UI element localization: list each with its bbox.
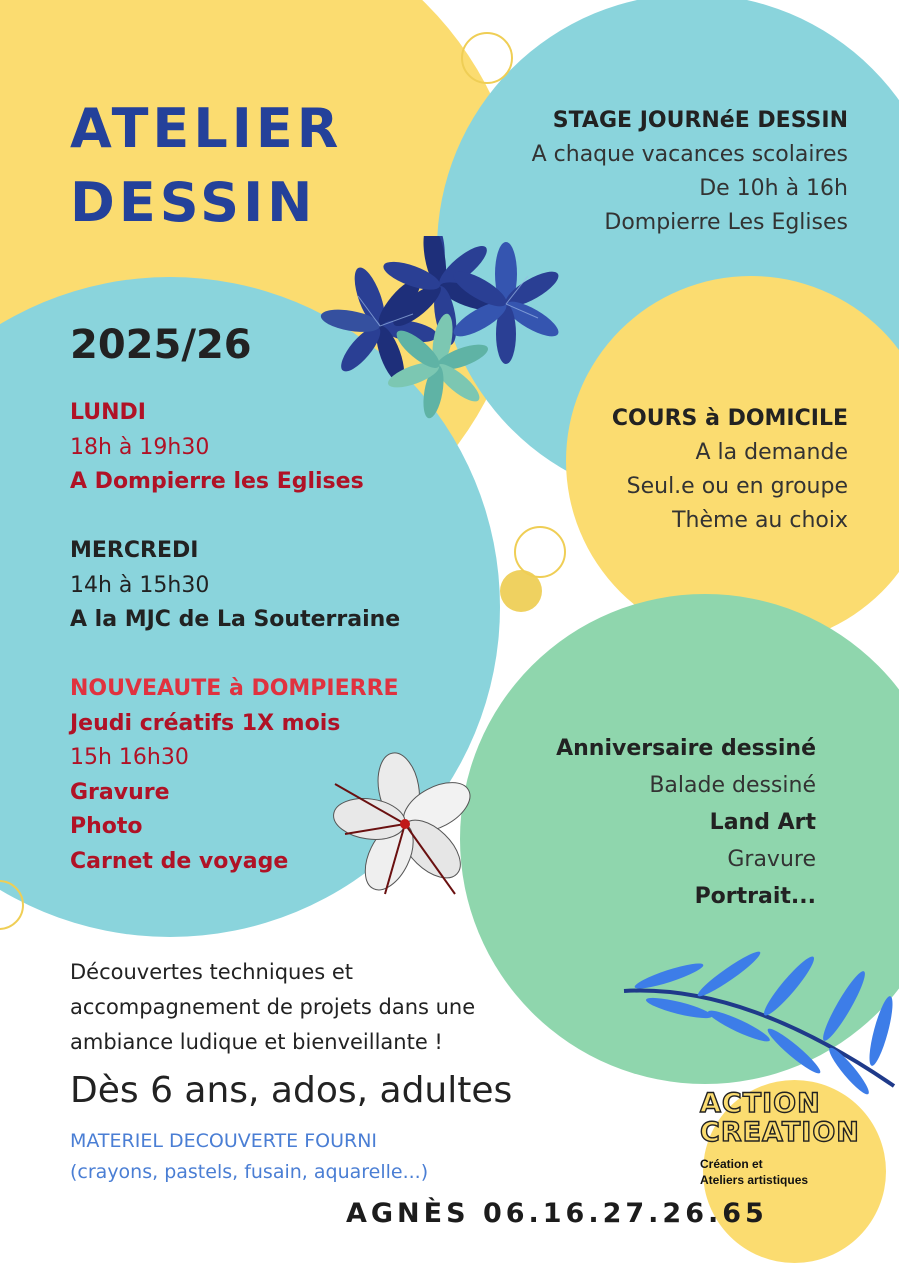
schedule-wednesday [70, 534, 400, 638]
description [70, 955, 475, 1060]
home-courses-block [612, 402, 848, 538]
wednesday-place: A la MJC de La Souterraine [70, 607, 401, 632]
schedule-monday [70, 396, 364, 500]
stage-block [532, 104, 848, 240]
events-block [556, 730, 816, 915]
season-year: 2025/26 [70, 322, 252, 368]
logo-sub-2: Ateliers artistiques [700, 1173, 809, 1187]
wednesday-day: MERCREDI [70, 538, 199, 563]
logo-line-1: ACTION [700, 1088, 821, 1119]
ring-middle [514, 526, 566, 578]
logo-sub-1: Création et [700, 1157, 763, 1171]
description-line-2: accompagnement de projets dans une [70, 995, 476, 1019]
activity-item: Gravure [70, 779, 170, 805]
home-courses-line-1: A la demande [695, 440, 848, 465]
page-title [70, 92, 342, 240]
activity-item: Carnet de voyage [70, 848, 289, 874]
logo-wordmark [700, 1089, 860, 1147]
event-item: Anniversaire dessiné [556, 736, 816, 761]
event-item: Land Art [709, 810, 816, 835]
logo-line-2: CREATION [700, 1117, 860, 1148]
stage-heading: STAGE JOURNéE DESSIN [552, 108, 848, 133]
home-courses-line-2: Seul.e ou en groupe [626, 474, 848, 499]
home-courses-line-3: Thème au choix [672, 508, 848, 533]
blue-leaf-branch-icon [619, 946, 899, 1096]
description-line-1: Découvertes techniques et [70, 960, 354, 984]
monday-place: A Dompierre les Eglises [70, 469, 364, 494]
materials-line-2: (crayons, pastels, fusain, aquarelle...) [70, 1161, 429, 1183]
title-line-1: ATELIER [70, 97, 343, 160]
monday-time: 18h à 19h30 [70, 434, 210, 460]
stage-line-1: A chaque vacances scolaires [531, 142, 848, 167]
new-heading: NOUVEAUTE à DOMPIERRE [70, 676, 399, 701]
new-subtitle: Jeudi créatifs 1X mois [70, 710, 341, 736]
event-item: Portrait... [694, 884, 816, 909]
title-line-2: DESSIN [70, 171, 317, 234]
wednesday-time: 14h à 15h30 [70, 572, 210, 598]
home-courses-heading: COURS à DOMICILE [611, 406, 848, 431]
stage-line-2: De 10h à 16h [699, 176, 848, 201]
stage-line-3: Dompierre Les Eglises [604, 210, 848, 235]
event-item: Gravure [727, 847, 816, 872]
monday-day: LUNDI [70, 400, 146, 425]
schedule-new [70, 672, 399, 879]
logo-tagline [700, 1156, 808, 1188]
new-time: 15h 16h30 [70, 745, 189, 770]
activity-item: Photo [70, 814, 143, 839]
age-range: Dès 6 ans, ados, adultes [70, 1070, 513, 1111]
event-item: Balade dessiné [649, 773, 816, 798]
description-line-3: ambiance ludique et bienveillante ! [70, 1030, 443, 1054]
contact-phone[interactable]: AGNÈS 06.16.27.26.65 [346, 1198, 768, 1229]
materials-info [70, 1126, 428, 1188]
materials-line-1: MATERIEL DECOUVERTE FOURNI [70, 1130, 378, 1152]
ring-top [461, 32, 513, 84]
